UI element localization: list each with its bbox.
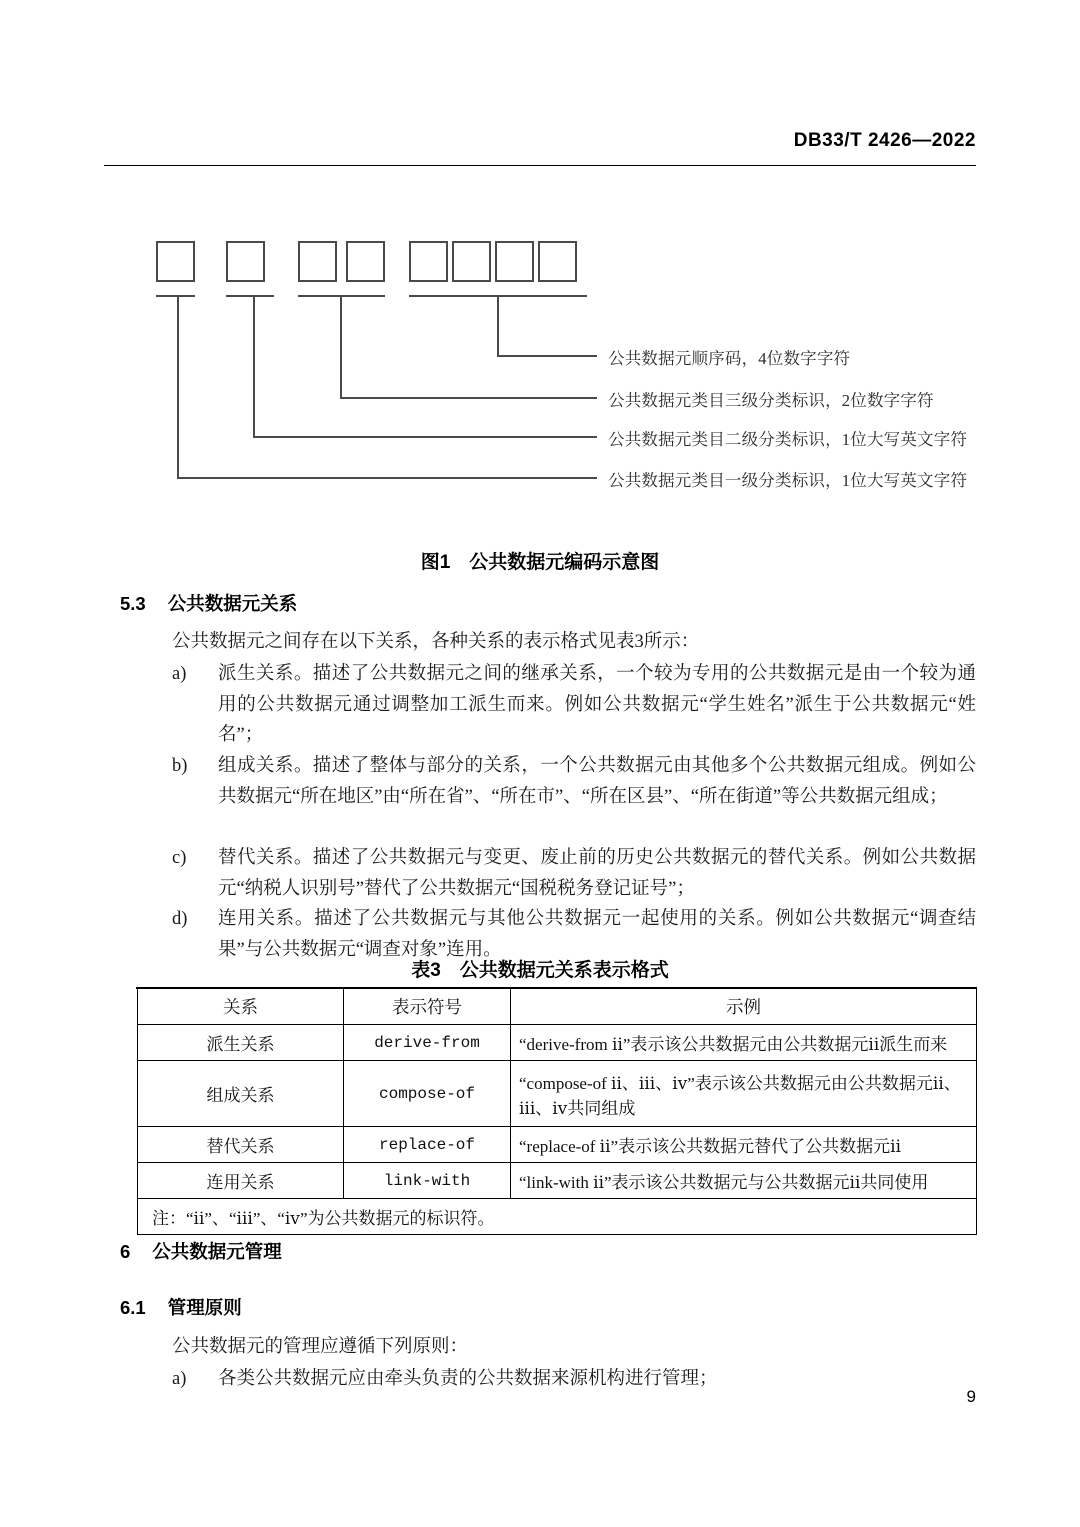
table-3-caption: 表3 公共数据元关系表示格式	[411, 960, 669, 981]
table-row	[138, 1025, 977, 1061]
section-5-3-intro: 公共数据元之间存在以下关系，各种关系的表示格式见表3所示：	[172, 632, 700, 652]
code-box-6	[452, 241, 491, 282]
page-number: 9	[966, 1387, 976, 1406]
section-6-1-intro: 公共数据元的管理应遵循下列原则：	[172, 1337, 469, 1357]
heading-6-1	[120, 1294, 242, 1320]
cell-relation: 派生关系	[138, 1025, 344, 1061]
figure-label-level1-class: 公共数据元类目一级分类标识，1位大写英文字符	[608, 471, 968, 490]
code-box-2	[226, 241, 265, 282]
figure-1-caption: 图1 公共数据元编码示意图	[420, 552, 660, 573]
heading-6-title: 公共数据元管理	[152, 1241, 282, 1262]
cell-example: “derive-from ⅱ”表示该公共数据元由公共数据元ⅱ派生而来	[511, 1025, 977, 1061]
heading-6	[120, 1238, 282, 1264]
bracket-bar-group2	[226, 295, 274, 297]
table-row	[138, 1061, 977, 1127]
list-marker: b)	[172, 756, 188, 776]
code-box-3	[298, 241, 337, 282]
list-item-6-1-a	[172, 1364, 976, 1395]
figure-1-diagram	[0, 225, 1080, 515]
table-row	[138, 1127, 977, 1163]
list-marker: a)	[172, 664, 187, 684]
leader-drop-group2	[253, 295, 255, 438]
figure-label-level2-class: 公共数据元类目二级分类标识，1位大写英文字符	[608, 430, 968, 449]
standard-code-header: DB33/T 2426—2022	[793, 130, 976, 151]
code-box-1	[156, 241, 195, 282]
leader-run-group4	[497, 355, 597, 357]
table-header-symbol: 表示符号	[344, 989, 511, 1025]
table-note-row	[138, 1199, 977, 1235]
cell-symbol: replace-of	[344, 1127, 511, 1163]
list-marker: c)	[172, 848, 187, 868]
list-text: 各类公共数据元应由牵头负责的公共数据来源机构进行管理；	[218, 1369, 718, 1389]
list-item-5-3-b	[172, 751, 976, 812]
list-text: 组成关系。描述了整体与部分的关系，一个公共数据元由其他多个公共数据元组成。例如公共数据元“所在地区”由“所在省”、“所在市”、“所在区县”、“所在街道”等公共数据元组成；	[218, 756, 976, 807]
leader-run-group1	[177, 477, 597, 479]
leader-drop-group1	[177, 295, 179, 479]
leader-run-group2	[253, 436, 597, 438]
leader-drop-group3	[340, 295, 342, 399]
list-text: 替代关系。描述了公共数据元与变更、废止前的历史公共数据元的替代关系。例如公共数据元“纳税人识别号”替代了公共数据元“国税税务登记证号”；	[218, 848, 976, 899]
table-header-row	[138, 989, 977, 1025]
cell-example: “replace-of ⅱ”表示该公共数据元替代了公共数据元ⅱ	[511, 1127, 977, 1163]
cell-example: “link-with ⅱ”表示该公共数据元与公共数据元ⅱ共同使用	[511, 1163, 977, 1199]
cell-relation: 组成关系	[138, 1061, 344, 1127]
heading-5-3	[120, 590, 297, 616]
header-divider	[104, 165, 976, 166]
list-item-5-3-a	[172, 659, 976, 751]
table-header-example: 示例	[511, 989, 977, 1025]
cell-symbol: derive-from	[344, 1025, 511, 1061]
figure-label-level3-class: 公共数据元类目三级分类标识，2位数字字符	[608, 391, 934, 410]
figure-label-sequence-code: 公共数据元顺序码，4位数字字符	[608, 349, 851, 368]
list-text: 连用关系。描述了公共数据元与其他公共数据元一起使用的关系。例如公共数据元“调查结果”与公共数据元“调查对象”连用。	[218, 909, 976, 960]
leader-drop-group4	[497, 295, 499, 357]
code-box-8	[538, 241, 577, 282]
list-marker: a)	[172, 1369, 187, 1389]
cell-symbol: link-with	[344, 1163, 511, 1199]
code-box-7	[495, 241, 534, 282]
list-item-5-3-c	[172, 843, 976, 904]
code-box-5	[409, 241, 448, 282]
heading-6-1-number: 6.1	[120, 1297, 146, 1318]
bracket-bar-group1	[156, 295, 195, 297]
table-header-relation: 关系	[138, 989, 344, 1025]
leader-run-group3	[340, 397, 597, 399]
table-note: 注：“ⅱ”、“ⅲ”、“ⅳ”为公共数据元的标识符。	[138, 1199, 977, 1235]
cell-relation: 连用关系	[138, 1163, 344, 1199]
code-box-4	[346, 241, 385, 282]
heading-6-number: 6	[120, 1241, 131, 1262]
table-3	[137, 988, 976, 1235]
list-marker: d)	[172, 909, 188, 929]
table-row	[138, 1163, 977, 1199]
cell-relation: 替代关系	[138, 1127, 344, 1163]
heading-5-3-title: 公共数据元关系	[167, 593, 298, 614]
heading-5-3-number: 5.3	[120, 593, 146, 614]
cell-example: “compose-of ⅱ、ⅲ、ⅳ”表示该公共数据元由公共数据元ⅱ、ⅲ、ⅳ共同组成	[511, 1061, 977, 1127]
list-text: 派生关系。描述了公共数据元之间的继承关系，一个较为专用的公共数据元是由一个较为通用的公共数据元通过调整加工派生而来。例如公共数据元“学生姓名”派生于公共数据元“姓名”；	[218, 664, 976, 745]
cell-symbol: compose-of	[344, 1061, 511, 1127]
heading-6-1-title: 管理原则	[167, 1297, 242, 1318]
